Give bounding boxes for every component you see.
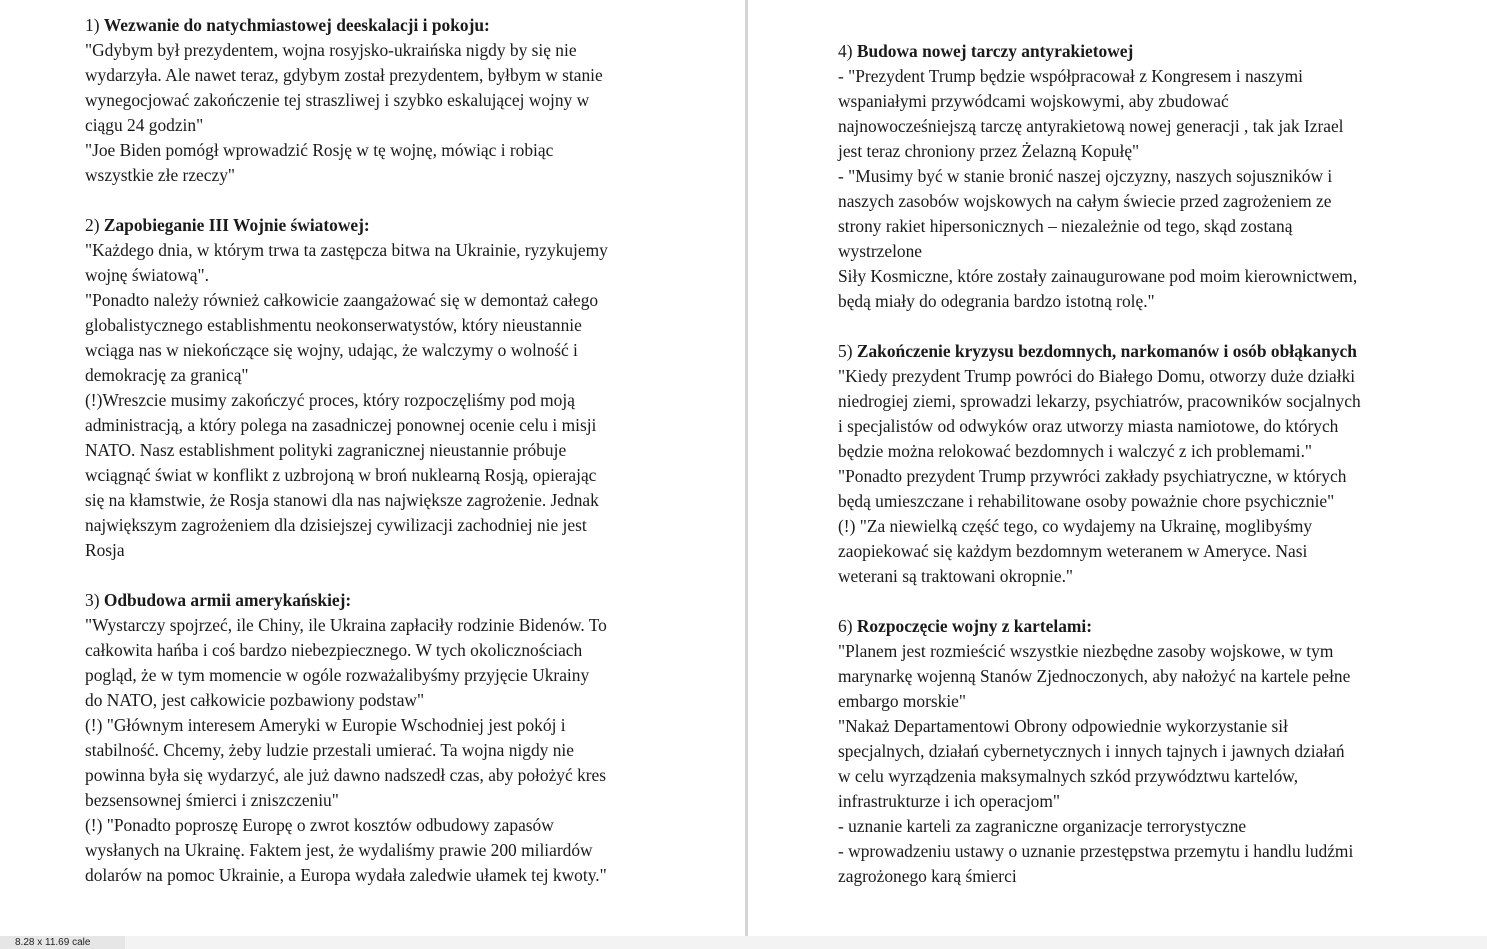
text-line: niedrogiej ziemi, sprowadzi lekarzy, psychiatrów, pracowników socjalnych (838, 391, 1361, 411)
section-heading (838, 614, 1418, 639)
text-line: stabilność. Chcemy, żeby ludzie przestali umierać. Ta wojna nigdy nie (85, 740, 574, 760)
text-line: infrastrukturze i ich operacjom" (838, 791, 1060, 811)
text-line: wciągnąć świat w konflikt z uzbrojoną w broń nuklearną Rosją, opierając (85, 465, 597, 485)
section-title: Zapobieganie III Wojnie światowej: (103, 215, 370, 235)
text-line: będą miały do odegrania bardzo istotną rolę." (838, 291, 1155, 311)
section-heading (838, 339, 1418, 364)
text-line: demokrację za granicą" (85, 365, 249, 385)
text-line: marynarkę wojenną Stanów Zjednoczonych, aby nałożyć na kartele pełne (838, 666, 1351, 686)
page-size-label: 8.28 x 11.69 cale (0, 936, 125, 949)
text-line: - uznanie karteli za zagraniczne organizacje terrorystyczne (838, 816, 1247, 836)
text-line: wystrzelone (838, 241, 923, 261)
text-line: wciąga nas w niekończące się wojny, udając, że walczymy o wolność i (85, 340, 578, 360)
text-line: wysłanych na Ukrainę. Faktem jest, że wydaliśmy prawie 200 miliardów (85, 840, 593, 860)
section-1 (838, 39, 1418, 314)
text-line: zaopiekować się każdym bezdomnym weteranem w Ameryce. Nasi (838, 541, 1308, 561)
section-title: Rozpoczęcie wojny z kartelami: (856, 616, 1093, 636)
text-line: ciągu 24 godzin" (85, 115, 204, 135)
section-2 (838, 339, 1418, 589)
text-line: globalistycznego establishmentu neokonserwatystów, który nieustannie (85, 315, 582, 335)
text-line: weterani są traktowani okropnie." (838, 566, 1074, 586)
section-number: 2) (85, 215, 100, 235)
left-text-column (85, 13, 660, 913)
text-line: w celu wyrządzenia maksymalnych szkód przywództwu kartelów, (838, 766, 1299, 786)
text-line: "Ponadto należy również całkowicie zaangażować się w demontaż całego (85, 290, 599, 310)
section-title: Odbudowa armii amerykańskiej: (103, 590, 352, 610)
text-line: - "Prezydent Trump będzie współpracował z Kongresem i naszymi (838, 66, 1303, 86)
text-line: "Wystarczy spojrzeć, ile Chiny, ile Ukraina zapłaciły rodzinie Bidenów. To (85, 615, 607, 635)
text-line: "Planem jest rozmieścić wszystkie niezbędne zasoby wojskowe, w tym (838, 641, 1334, 661)
text-line: "Joe Biden pomógł wprowadzić Rosję w tę wojnę, mówiąc i robiąc (85, 140, 554, 160)
text-line: "Nakaż Departamentowi Obrony odpowiednie wykorzystanie sił (838, 716, 1288, 736)
text-line: (!) "Ponadto poproszę Europę o zwrot kosztów odbudowy zapasów (85, 815, 554, 835)
text-line: zagrożonego karą śmierci (838, 866, 1017, 886)
text-line: wspaniałymi przywódcami wojskowymi, aby zbudować (838, 91, 1229, 111)
section-1 (85, 13, 660, 188)
document-page-left (0, 0, 745, 936)
text-line: "Każdego dnia, w którym trwa ta zastępcza bitwa na Ukrainie, ryzykujemy (85, 240, 608, 260)
text-line: (!) "Za niewielką część tego, co wydajemy na Ukrainę, moglibyśmy (838, 516, 1313, 536)
right-text-column (838, 39, 1418, 914)
text-line: się na kłamstwie, że Rosja stanowi dla nas największe zagrożenie. Jednak (85, 490, 599, 510)
text-line: (!)Wreszcie musimy zakończyć proces, który rozpoczęliśmy pod moją (85, 390, 575, 410)
text-line: dolarów na pomoc Ukrainie, a Europa wydała zaledwie ułamek tej kwoty." (85, 865, 607, 885)
section-number: 1) (85, 15, 100, 35)
section-number: 4) (838, 41, 853, 61)
section-heading (838, 39, 1418, 64)
section-3 (85, 588, 660, 888)
section-3 (838, 614, 1418, 889)
status-bar (0, 936, 1487, 949)
section-number: 6) (838, 616, 853, 636)
text-line: strony rakiet hipersonicznych – niezależnie od tego, skąd zostaną (838, 216, 1293, 236)
text-line: pogląd, że w tym momencie w ogóle rozważalibyśmy przyjęcie Ukrainy (85, 665, 590, 685)
text-line: wydarzyła. Ale nawet teraz, gdybym został prezydentem, byłbym w stanie (85, 65, 603, 85)
text-line: największym zagrożeniem dla dzisiejszej cywilizacji zachodniej nie jest (85, 515, 587, 535)
section-title: Zakończenie kryzysu bezdomnych, narkomanów i osób obłąkanych (856, 341, 1357, 361)
section-heading (85, 13, 660, 38)
section-heading (85, 588, 660, 613)
text-line: wojnę światową". (85, 265, 209, 285)
text-line: wynegocjować zakończenie tej straszliwej i szybko eskalującej wojny w (85, 90, 590, 110)
section-number: 3) (85, 590, 100, 610)
text-line: naszych zasobów wojskowych na całym świecie przed zagrożeniem ze (838, 191, 1332, 211)
text-line: - wprowadzeniu ustawy o uznanie przestępstwa przemytu i handlu ludźmi (838, 841, 1354, 861)
text-line: "Ponadto prezydent Trump przywróci zakłady psychiatryczne, w których (838, 466, 1347, 486)
text-line: embargo morskie" (838, 691, 967, 711)
text-line: Rosja (85, 540, 125, 560)
section-2 (85, 213, 660, 563)
text-line: będą umieszczane i rehabilitowane osoby poważnie chore psychicznie" (838, 491, 1335, 511)
text-line: specjalnych, działań cybernetycznych i innych tajnych i jawnych działań (838, 741, 1345, 761)
text-line: bezsensownej śmierci i zniszczeniu" (85, 790, 339, 810)
section-title: Budowa nowej tarczy antyrakietowej (856, 41, 1134, 61)
text-line: jest teraz chroniony przez Żelazną Kopułę" (838, 141, 1140, 161)
text-line: będzie można relokować bezdomnych i walczyć z ich problemami." (838, 441, 1313, 461)
text-line: "Gdybym był prezydentem, wojna rosyjsko-ukraińska nigdy by się nie (85, 40, 577, 60)
text-line: NATO. Nasz establishment polityki zagranicznej nieustannie próbuje (85, 440, 567, 460)
section-title: Wezwanie do natychmiastowej deeskalacji i pokoju: (103, 15, 490, 35)
text-line: i specjalistów od odwyków oraz utworzy miasta namiotowe, do których (838, 416, 1339, 436)
section-heading (85, 213, 660, 238)
document-page-right (748, 0, 1487, 936)
text-line: "Kiedy prezydent Trump powróci do Białego Domu, otworzy duże działki (838, 366, 1356, 386)
text-line: - "Musimy być w stanie bronić naszej ojczyzny, naszych sojuszników i (838, 166, 1333, 186)
text-line: Siły Kosmiczne, które zostały zainaugurowane pod moim kierownictwem, (838, 266, 1358, 286)
text-line: całkowita hańba i coś bardzo niebezpiecznego. W tych okolicznościach (85, 640, 583, 660)
text-line: powinna była się wydarzyć, ale już dawno nadszedł czas, aby położyć kres (85, 765, 607, 785)
text-line: (!) "Głównym interesem Ameryki w Europie Wschodniej jest pokój i (85, 715, 566, 735)
text-line: najnowocześniejszą tarczę antyrakietową nowej generacji , tak jak Izrael (838, 116, 1344, 136)
text-line: do NATO, jest całkowicie pozbawiony podstaw" (85, 690, 425, 710)
text-line: wszystkie złe rzeczy" (85, 165, 236, 185)
text-line: administracją, a który polega na zasadniczej ponownej ocenie celu i misji (85, 415, 597, 435)
section-number: 5) (838, 341, 853, 361)
